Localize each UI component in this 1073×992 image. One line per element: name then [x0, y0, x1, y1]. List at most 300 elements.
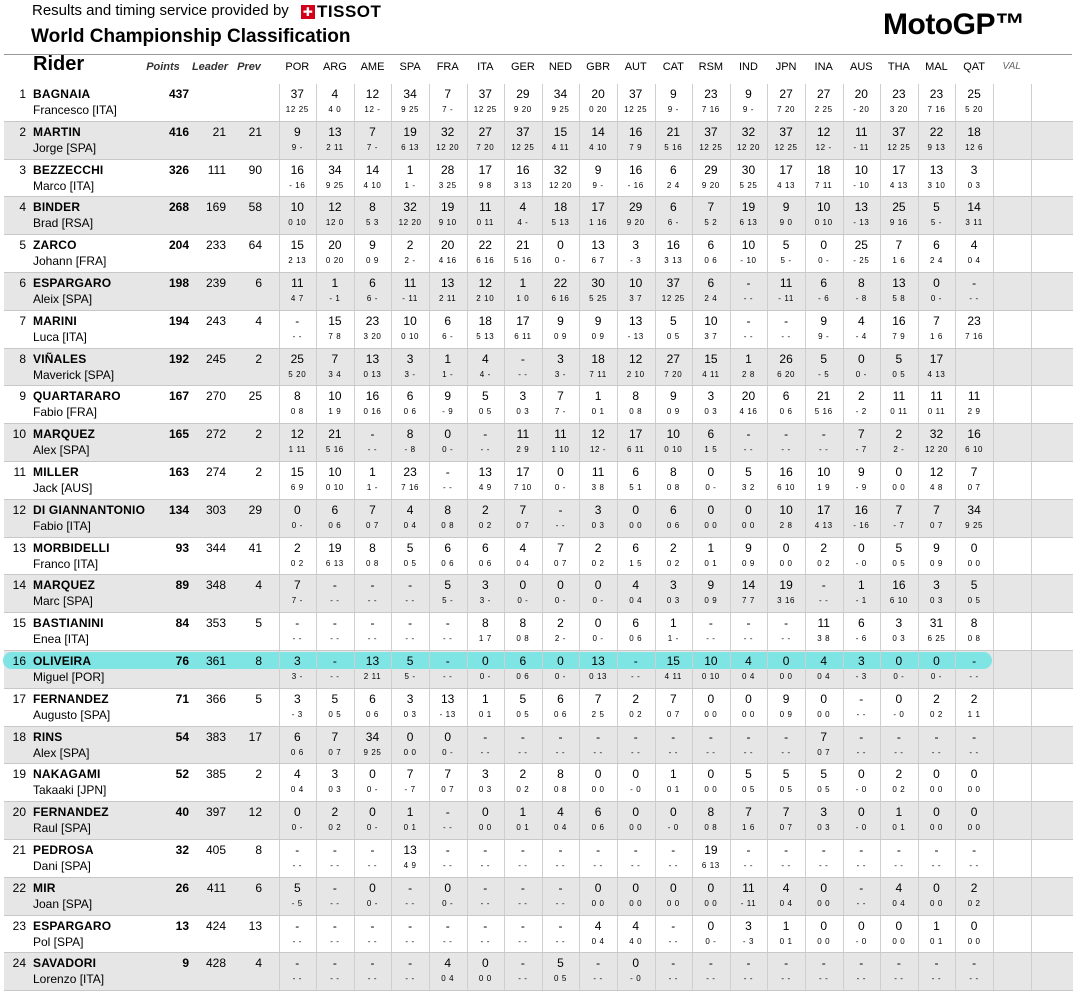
rider-gap-leader: 348 [205, 578, 226, 593]
result-cell-jpn [767, 235, 805, 273]
rider-surname: SAVADORI [33, 956, 97, 971]
result-cell-arg [316, 500, 354, 538]
sprint-race-breakdown: 12 25 [285, 105, 309, 114]
race-points: 0 [933, 767, 940, 782]
rider-gap-prev: 90 [248, 162, 262, 177]
race-points: 2 [669, 540, 677, 555]
race-points: 13 [478, 464, 492, 479]
sprint-race-breakdown: - 1 [329, 293, 341, 303]
sprint-race-breakdown: - - [330, 634, 340, 644]
result-cell-ita [467, 651, 505, 689]
sprint-race-breakdown: 2 5 [591, 709, 605, 719]
result-cell-spa [391, 273, 429, 311]
sprint-race-breakdown: 6 - [366, 293, 379, 303]
result-cell-ind [730, 424, 768, 462]
race-points: 0 [557, 653, 564, 668]
result-cell-rsm [692, 689, 730, 727]
sprint-race-breakdown: 5 16 [325, 445, 344, 455]
rider-firstname-nation: Dani [SPA] [33, 858, 91, 873]
result-cell-aut [617, 840, 655, 878]
result-cell-aut [617, 802, 655, 840]
race-points: - [370, 578, 375, 593]
sprint-race-breakdown: 9 13 [927, 142, 946, 152]
result-cell-tha [880, 349, 918, 387]
rider-points: 71 [175, 691, 189, 706]
sprint-race-breakdown: 2 8 [779, 520, 793, 530]
event-column-headers [0, 61, 1073, 77]
race-points: 31 [929, 616, 944, 631]
sprint-race-breakdown: - - [856, 860, 866, 870]
sprint-race-breakdown: 4 7 [290, 293, 304, 303]
race-points: - [520, 880, 525, 895]
grid-line [1031, 160, 1032, 198]
sprint-race-breakdown: 0 - [930, 671, 943, 681]
race-points: - [408, 918, 413, 933]
race-points: 16 [666, 238, 680, 253]
race-points: 0 [970, 805, 978, 820]
sprint-race-breakdown: - 0 [893, 709, 905, 719]
race-points: 15 [290, 464, 304, 479]
sprint-race-breakdown: - - [743, 974, 754, 984]
race-points: 0 [481, 805, 489, 820]
race-points: 8 [669, 464, 677, 479]
race-points: 0 [293, 502, 301, 517]
result-cell-aut [617, 538, 655, 576]
sprint-race-breakdown: 0 10 [325, 482, 344, 492]
sprint-race-breakdown: - - [668, 860, 678, 870]
rider-surname: MORBIDELLI [33, 540, 110, 555]
result-cell-por [279, 424, 317, 462]
sprint-race-breakdown: 0 - [705, 936, 717, 946]
sprint-race-breakdown: - - [706, 974, 716, 984]
result-cell-gbr [579, 840, 617, 878]
race-points: 29 [704, 162, 718, 177]
table-row [4, 727, 1073, 765]
race-points: 9 [820, 313, 828, 328]
result-cell-ger [504, 386, 542, 424]
sprint-race-breakdown: 0 4 [742, 671, 755, 681]
result-cell-arg [316, 386, 354, 424]
race-points: 13 [441, 275, 455, 290]
race-points: 13 [365, 653, 380, 668]
sprint-race-breakdown: - 4 [855, 331, 867, 341]
race-points: 9 [782, 200, 790, 215]
race-points: 2 [406, 238, 414, 253]
sprint-race-breakdown: 0 6 [591, 823, 605, 833]
rider-position: 21 [12, 842, 26, 857]
result-cell-por [279, 160, 317, 198]
grid-line [993, 538, 994, 576]
result-cell-jpn [767, 575, 805, 613]
race-points: 17 [516, 464, 530, 479]
sprint-race-breakdown: 0 8 [967, 634, 981, 644]
result-cell-arg [316, 424, 354, 462]
race-points: 9 [594, 313, 602, 328]
race-points: 0 [857, 351, 865, 366]
race-points: 30 [591, 275, 605, 290]
sprint-race-breakdown: 7 8 [328, 331, 342, 341]
race-points: 6 [369, 275, 376, 290]
rider-surname: MARQUEZ [33, 578, 96, 593]
race-points: 10 [817, 464, 831, 479]
sprint-race-breakdown: - - [555, 860, 566, 870]
sprint-race-breakdown: - 16 [853, 520, 870, 530]
sprint-race-breakdown: 0 8 [554, 785, 567, 795]
result-cell-fra [429, 916, 467, 954]
race-points: 34 [403, 87, 417, 101]
rider-firstname-nation: Alex [SPA] [33, 745, 90, 760]
sprint-race-breakdown: 3 - [554, 369, 567, 379]
rider-gap-leader: 21 [212, 124, 226, 139]
race-points: 0 [707, 691, 715, 706]
result-cell-arg [316, 84, 354, 122]
result-cell-mal [918, 575, 956, 613]
result-cell-aut [617, 84, 655, 122]
race-points: 9 [745, 540, 752, 555]
result-cell-fra [429, 84, 467, 122]
sprint-race-breakdown: - - [480, 936, 490, 946]
result-cell-ina [805, 500, 843, 538]
sprint-race-breakdown: - 0 [855, 823, 867, 833]
result-cell-rsm [692, 160, 730, 198]
sprint-race-breakdown: 0 10 [664, 445, 683, 455]
race-points: 0 [632, 805, 640, 820]
sprint-race-breakdown: 4 16 [739, 407, 758, 417]
race-points: - [708, 616, 713, 631]
race-points: 5 [444, 578, 452, 593]
sprint-race-breakdown: 0 2 [328, 823, 342, 833]
result-cell-jpn [767, 122, 805, 160]
rider-gap-prev: 8 [255, 842, 262, 857]
rider-points: 167 [168, 389, 189, 404]
result-cell-aut [617, 575, 655, 613]
result-cell-ina [805, 311, 843, 349]
race-points: 27 [478, 124, 492, 139]
race-points: - [784, 313, 789, 328]
race-points: 12 [328, 200, 342, 215]
result-cell-ina [805, 802, 843, 840]
result-cell-spa [391, 878, 429, 916]
result-cell-aut [617, 916, 655, 954]
result-cell-arg [316, 575, 354, 613]
sprint-race-breakdown: 0 4 [290, 785, 304, 795]
race-points: - [821, 578, 826, 593]
sprint-race-breakdown: 4 13 [889, 180, 908, 190]
race-points: 3 [895, 616, 903, 631]
race-points: 0 [669, 880, 677, 895]
result-cell-qat [955, 727, 993, 765]
race-points: 22 [929, 124, 944, 139]
race-points: 32 [741, 124, 756, 139]
rider-position: 19 [12, 767, 26, 782]
sprint-race-breakdown: 0 0 [478, 823, 492, 833]
sprint-race-breakdown: 3 - [291, 671, 303, 681]
race-points: - [746, 842, 751, 857]
sprint-race-breakdown: 4 9 [403, 860, 417, 870]
sprint-race-breakdown: 4 10 [589, 142, 608, 152]
event-header-aut: AUT [624, 61, 647, 73]
sprint-race-breakdown: 3 7 [629, 293, 643, 303]
result-cell-ned [542, 84, 580, 122]
sprint-race-breakdown: 0 - [366, 898, 379, 908]
result-cell-arg [316, 764, 354, 802]
result-cell-ita [467, 197, 505, 235]
result-cell-ita [467, 764, 505, 802]
sprint-race-breakdown: 12 0 [325, 218, 344, 228]
race-points: 15 [290, 238, 304, 253]
result-cell-mal [918, 462, 956, 500]
race-points: - [596, 956, 601, 971]
sprint-race-breakdown: 0 - [705, 482, 717, 492]
race-points: - [896, 729, 901, 744]
result-cell-tha [880, 802, 918, 840]
rider-surname: VIÑALES [33, 351, 87, 366]
result-cell-fra [429, 311, 467, 349]
rider-surname: OLIVEIRA [33, 653, 92, 668]
result-cell-tha [880, 575, 918, 613]
rider-firstname-nation: Jorge [SPA] [33, 140, 97, 155]
sprint-race-breakdown: 0 5 [967, 596, 981, 606]
race-points: 7 [369, 502, 376, 517]
race-points: 5 [745, 464, 752, 479]
rider-firstname-nation: Augusto [SPA] [33, 707, 111, 722]
sprint-race-breakdown: 0 1 [516, 823, 530, 833]
sprint-race-breakdown: 0 0 [779, 671, 793, 681]
race-points: 23 [929, 87, 944, 101]
table-row [4, 273, 1073, 311]
rider-position: 14 [12, 578, 26, 593]
result-cell-fra [429, 575, 467, 613]
rider-surname: NAKAGAMI [33, 767, 101, 782]
sprint-race-breakdown: - - [969, 860, 979, 870]
rider-points: 40 [175, 805, 189, 820]
sprint-race-breakdown: 1 11 [288, 445, 306, 455]
race-points: 16 [854, 502, 868, 517]
result-cell-ger [504, 424, 542, 462]
sprint-race-breakdown: 0 - [554, 671, 567, 681]
result-cell-ina [805, 122, 843, 160]
race-points: 12 [365, 87, 380, 101]
sprint-race-breakdown: - - [706, 634, 716, 644]
race-points: 27 [666, 351, 680, 366]
sprint-race-breakdown: - - [518, 974, 528, 984]
rider-gap-prev: 64 [248, 238, 262, 253]
race-points: - [934, 956, 939, 971]
sprint-race-breakdown: - 3 [630, 256, 642, 266]
result-cell-aus [843, 764, 881, 802]
race-points: 11 [817, 616, 830, 631]
result-cell-qat [955, 802, 993, 840]
result-cell-aut [617, 651, 655, 689]
race-points: 16 [892, 578, 906, 593]
sprint-race-breakdown: 9 20 [701, 180, 720, 190]
result-cell-tha [880, 386, 918, 424]
grid-line [993, 386, 994, 424]
sprint-race-breakdown: 0 0 [629, 520, 643, 530]
sprint-race-breakdown: - - [668, 747, 678, 757]
sprint-race-breakdown: - - [367, 445, 378, 455]
sprint-race-breakdown: 0 6 [441, 558, 455, 568]
race-points: 7 [895, 502, 903, 517]
sprint-race-breakdown: 0 - [291, 520, 303, 530]
race-points: 16 [290, 162, 304, 177]
rider-position: 7 [19, 313, 26, 328]
sprint-race-breakdown: 6 13 [401, 142, 420, 152]
result-cell-jpn [767, 500, 805, 538]
sprint-race-breakdown: 0 6 [366, 709, 379, 719]
sprint-race-breakdown: 12 6 [965, 142, 984, 152]
sprint-race-breakdown: 0 3 [967, 180, 981, 190]
race-points: 5 [933, 200, 940, 215]
sprint-race-breakdown: 4 13 [927, 369, 946, 379]
result-cell-por [279, 197, 317, 235]
race-points: 5 [970, 578, 978, 593]
result-cell-ame [354, 349, 392, 387]
result-cell-rsm [692, 575, 730, 613]
rider-surname: MARQUEZ [33, 427, 96, 442]
race-points: 9 [444, 389, 452, 404]
race-points: - [558, 918, 563, 933]
race-points: 2 [293, 540, 301, 555]
result-cell-ina [805, 764, 843, 802]
sprint-race-breakdown: - 9 [855, 482, 867, 492]
rider-surname: PEDROSA [33, 842, 94, 857]
race-points: 13 [328, 124, 342, 139]
points-column-header: Points [146, 61, 180, 73]
race-points: - [972, 653, 977, 668]
sprint-race-breakdown: 0 - [517, 596, 529, 606]
result-cell-ned [542, 160, 580, 198]
rider-surname: ESPARGARO [33, 275, 112, 290]
sprint-race-breakdown: - 25 [853, 256, 870, 266]
race-points: 6 [707, 275, 715, 290]
sprint-race-breakdown: 1 6 [892, 256, 906, 266]
race-points: 6 [632, 540, 640, 555]
event-header-val: VAL [1002, 61, 1021, 72]
sprint-race-breakdown: - - [292, 634, 302, 644]
result-cell-ind [730, 273, 768, 311]
sprint-race-breakdown: 6 13 [701, 860, 720, 870]
result-cell-ita [467, 500, 505, 538]
sprint-race-breakdown: 0 0 [930, 823, 943, 833]
race-points: 0 [519, 578, 527, 593]
race-points: 6 [933, 238, 940, 253]
race-points: 27 [817, 87, 831, 101]
sprint-race-breakdown: 0 0 [817, 898, 831, 908]
race-points: 0 [895, 653, 903, 668]
rider-gap-prev: 2 [255, 464, 262, 479]
sprint-race-breakdown: - 8 [855, 293, 867, 303]
result-cell-aus [843, 197, 881, 235]
sprint-race-breakdown: 9 10 [438, 218, 457, 228]
race-points: 0 [406, 729, 414, 744]
rider-points: 134 [168, 502, 189, 517]
sprint-race-breakdown: 7 20 [476, 142, 495, 152]
race-points: 17 [591, 200, 605, 215]
result-cell-fra [429, 235, 467, 273]
sprint-race-breakdown: 0 0 [704, 709, 718, 719]
race-points: 0 [857, 767, 865, 782]
race-points: 0 [707, 502, 715, 517]
sprint-race-breakdown: 0 - [554, 256, 567, 266]
table-row [4, 689, 1073, 727]
sprint-race-breakdown: 0 0 [403, 747, 417, 757]
race-points: 34 [365, 729, 380, 744]
sprint-race-breakdown: 0 3 [478, 785, 492, 795]
race-points: 0 [895, 464, 903, 479]
table-row [4, 613, 1073, 651]
sprint-race-breakdown: - - [480, 445, 490, 455]
sprint-race-breakdown: - 11 [402, 293, 418, 303]
race-points: - [859, 691, 864, 706]
result-cell-ita [467, 273, 505, 311]
sprint-race-breakdown: 12 20 [924, 445, 948, 455]
rider-surname: BASTIANINI [33, 616, 104, 631]
grid-line [1031, 273, 1032, 311]
result-cell-aut [617, 953, 655, 991]
rider-points: 26 [175, 880, 189, 895]
race-points: 0 [707, 464, 715, 479]
race-points: 3 [331, 767, 339, 782]
race-points: 6 [820, 275, 828, 290]
sprint-race-breakdown: 12 20 [736, 142, 760, 152]
result-cell-por [279, 538, 317, 576]
result-cell-qat [955, 84, 993, 122]
race-points: 11 [516, 427, 530, 442]
sprint-race-breakdown: 0 5 [478, 407, 492, 417]
sprint-race-breakdown: 0 - [893, 671, 905, 681]
rider-gap-leader: 111 [207, 162, 226, 177]
sprint-race-breakdown: 0 4 [892, 898, 906, 908]
sprint-race-breakdown: 1 1 [967, 709, 981, 719]
race-points: 7 [933, 313, 940, 328]
race-points: 19 [779, 578, 793, 593]
result-cell-aus [843, 311, 881, 349]
sprint-race-breakdown: - - [969, 671, 979, 681]
result-cell-tha [880, 122, 918, 160]
grid-line [993, 916, 994, 954]
rider-points: 93 [175, 540, 189, 555]
result-cell-ind [730, 349, 768, 387]
sprint-race-breakdown: 0 9 [742, 558, 755, 568]
race-points: 7 [444, 87, 452, 101]
result-cell-ned [542, 651, 580, 689]
race-points: 0 [444, 729, 452, 744]
rider-firstname-nation: Alex [SPA] [33, 443, 90, 458]
race-points: 5 [406, 653, 414, 668]
grid-line [993, 651, 994, 689]
result-cell-tha [880, 764, 918, 802]
race-points: - [671, 956, 676, 971]
result-cell-aut [617, 273, 655, 311]
grid-line [1031, 500, 1032, 538]
race-points: 5 [293, 880, 301, 895]
result-cell-arg [316, 235, 354, 273]
race-points: 15 [666, 653, 680, 668]
event-header-ind: IND [739, 61, 758, 73]
race-points: 22 [478, 238, 492, 253]
result-cell-aut [617, 727, 655, 765]
rider-firstname-nation: Takaaki [JPN] [33, 783, 107, 798]
sprint-race-breakdown: 4 11 [664, 671, 682, 681]
rider-points: 9 [182, 956, 189, 971]
race-points: 25 [892, 200, 906, 215]
race-points: - [972, 275, 977, 290]
race-points: 4 [557, 805, 564, 820]
race-points: - [859, 956, 864, 971]
result-cell-qat [955, 122, 993, 160]
sprint-race-breakdown: - - [555, 520, 566, 530]
